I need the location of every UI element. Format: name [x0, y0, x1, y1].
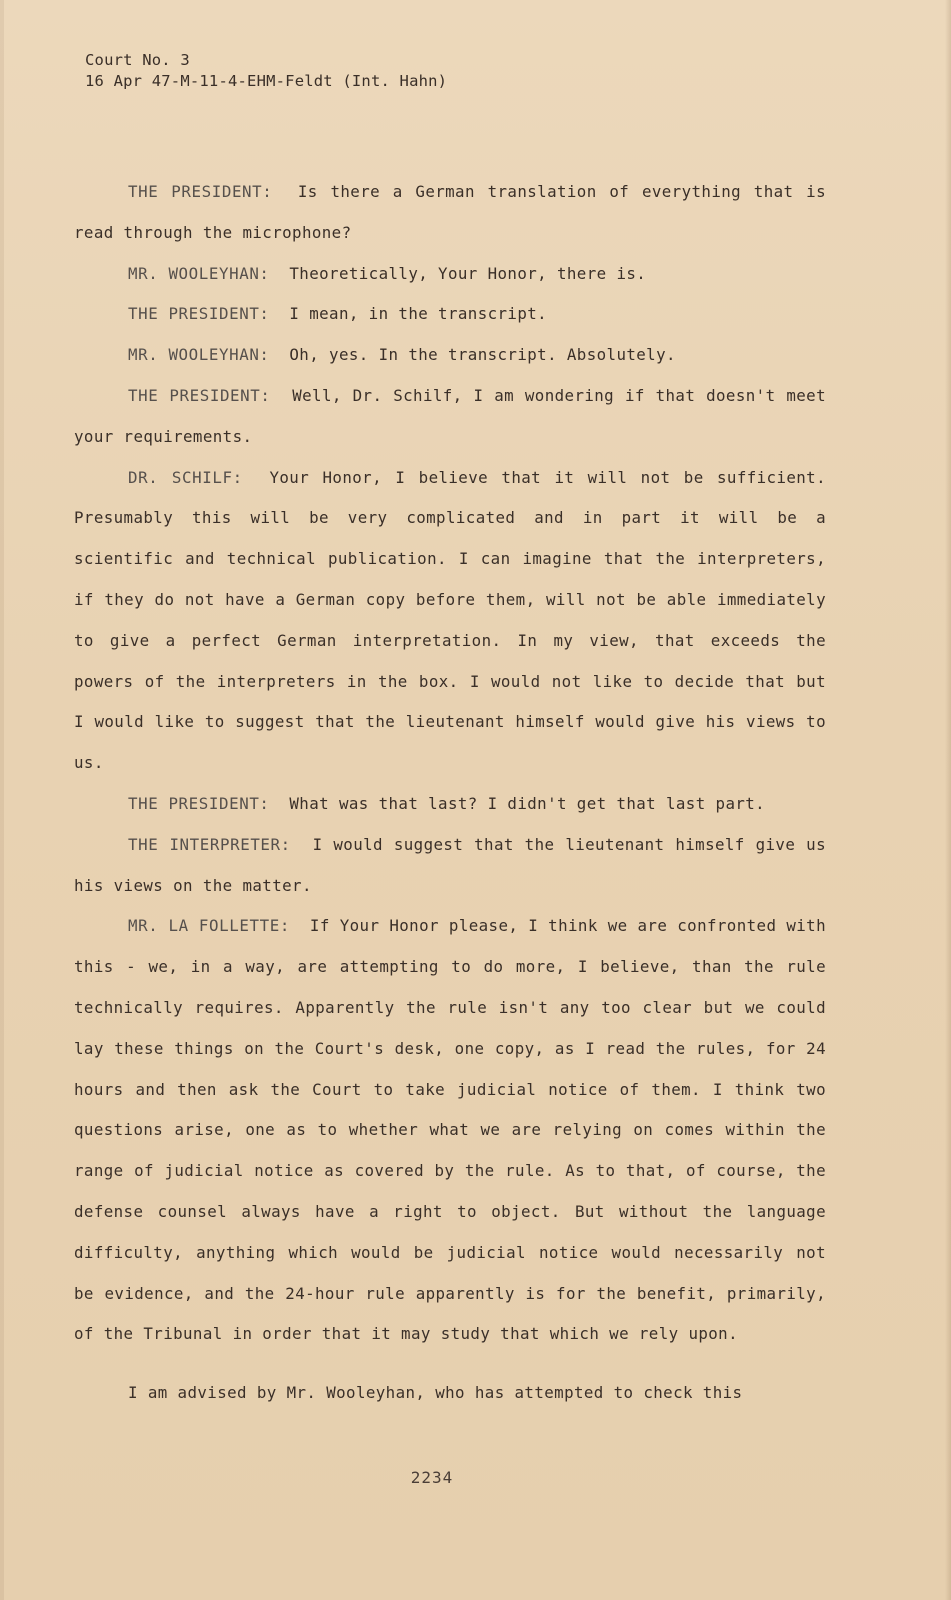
speech-text: Well, Dr. Schilf, I am wondering if that doesn't meet your requirements. [74, 385, 826, 446]
transcript-paragraph [74, 1373, 826, 1414]
transcript-paragraph [74, 906, 826, 1355]
transcript-paragraph [74, 254, 826, 295]
session-reference: 16 Apr 47-M-11-4-EHM-Feldt (Int. Hahn) [85, 72, 448, 90]
speech-text: If Your Honor please, I think we are confronted with this - we, in a way, are attempting to do more, I believe, than the rule technically requires. Apparently the rule isn't any too clear but we could lay these things on the Court's desk, one copy, as I read the rules, for 24 hours and then ask the Court to take judicial notice of them. I think two questions arise, one as to whether what we are relying on comes within the range of judicial notice as covered by the rule. As to that, of course, the defense counsel always have a right to object. But without the language difficulty, anything which would be judicial notice would necessarily not be evidence, and the 24-hour rule apparently is for the benefit, primarily, of the Tribunal in order that it may study that which we rely upon. [74, 916, 826, 1344]
transcript-paragraph [74, 784, 826, 825]
speech-text: What was that last? I didn't get that last part. [289, 793, 766, 813]
page-header [85, 50, 447, 92]
page-number: 2234 [410, 1468, 454, 1487]
transcript-paragraph [74, 458, 826, 784]
transcript-paragraph [74, 376, 826, 458]
transcript-body [74, 172, 826, 1414]
paper-edge-left [0, 0, 4, 1600]
speaker-label: DR. SCHILF: [128, 467, 243, 487]
speaker-label: THE PRESIDENT: [128, 304, 270, 324]
speech-text: Is there a German translation of everything that is read through the microphone? [74, 182, 826, 242]
transcript-paragraph [74, 335, 826, 376]
speech-text: Oh, yes. In the transcript. Absolutely. [289, 345, 676, 365]
speaker-label: MR. WOOLEYHAN: [128, 345, 270, 365]
speaker-label: THE PRESIDENT: [128, 793, 270, 813]
speaker-label: MR. WOOLEYHAN: [128, 263, 270, 283]
transcript-paragraph [74, 294, 826, 335]
speech-text: Your Honor, I believe that it will not be sufficient. Presumably this will be very complicated and in part it will be a scientific and technical publication. I can imagine that the interpreters, if they do not have a German copy before them, will not be able immediately to give a perfect German interpretation. In my view, that exceeds the powers of the interpreters in the box. I would not like to decide that but I would like to suggest that the lieutenant himself would give his views to us. [74, 467, 827, 773]
speaker-label: MR. LA FOLLETTE: [128, 916, 290, 936]
speech-text: Theoretically, Your Honor, there is. [289, 263, 647, 283]
speech-text: I mean, in the transcript. [289, 304, 548, 324]
speaker-label: THE INTERPRETER: [128, 834, 291, 854]
transcript-paragraph [74, 825, 826, 907]
transcript-paragraph [74, 172, 826, 254]
speaker-label: THE PRESIDENT: [128, 385, 271, 405]
speech-text: I would suggest that the lieutenant himself give us his views on the matter. [74, 834, 826, 895]
speaker-label: THE PRESIDENT: [128, 182, 273, 201]
speech-text: I am advised by Mr. Wooleyhan, who has attempted to check this [128, 1383, 743, 1403]
court-number: Court No. 3 [85, 51, 190, 69]
paper-edge-right [945, 0, 951, 1600]
